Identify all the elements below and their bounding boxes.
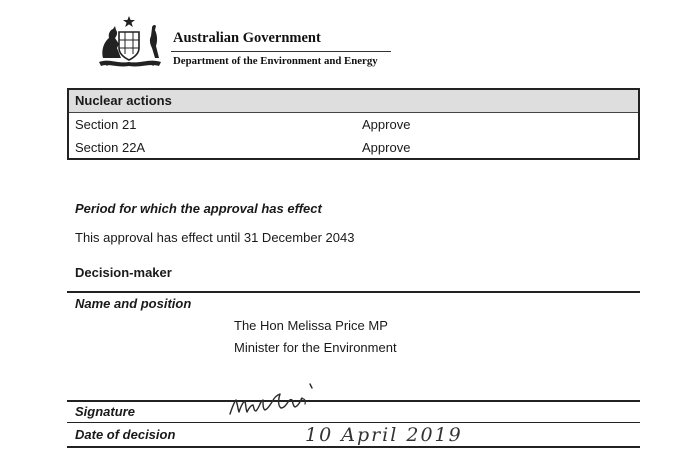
nuclear-actions-header <box>69 90 638 113</box>
section-divider <box>67 291 640 293</box>
handwritten-signature <box>226 378 346 422</box>
section-divider <box>67 446 640 448</box>
header-divider <box>171 51 391 52</box>
handwritten-decision-date: 10 April 2019 <box>305 424 463 446</box>
decision-date-label: Date of decision <box>75 427 176 442</box>
decision-maker-heading: Decision-maker <box>75 265 172 280</box>
decision-maker-name: The Hon Melissa Price MP <box>234 318 388 333</box>
action-decision-value: Approve <box>362 140 411 155</box>
action-decision-value: Approve <box>362 117 411 132</box>
action-section-label: Section 21 <box>75 117 137 132</box>
decision-maker-position: Minister for the Environment <box>234 340 397 355</box>
department-name: Department of the Environment and Energy <box>173 55 378 67</box>
commonwealth-coat-of-arms-icon <box>95 14 165 70</box>
section-divider <box>67 400 640 402</box>
period-heading: Period for which the approval has effect <box>75 201 322 216</box>
signature-line <box>67 422 640 423</box>
government-name: Australian Government <box>173 30 321 46</box>
nuclear-actions-heading: Nuclear actions <box>75 93 172 108</box>
nuclear-actions-table <box>67 88 640 160</box>
action-section-label: Section 22A <box>75 140 146 155</box>
name-position-heading: Name and position <box>75 296 192 311</box>
signature-label: Signature <box>75 404 135 419</box>
period-text: This approval has effect until 31 December 2043 <box>75 230 355 245</box>
